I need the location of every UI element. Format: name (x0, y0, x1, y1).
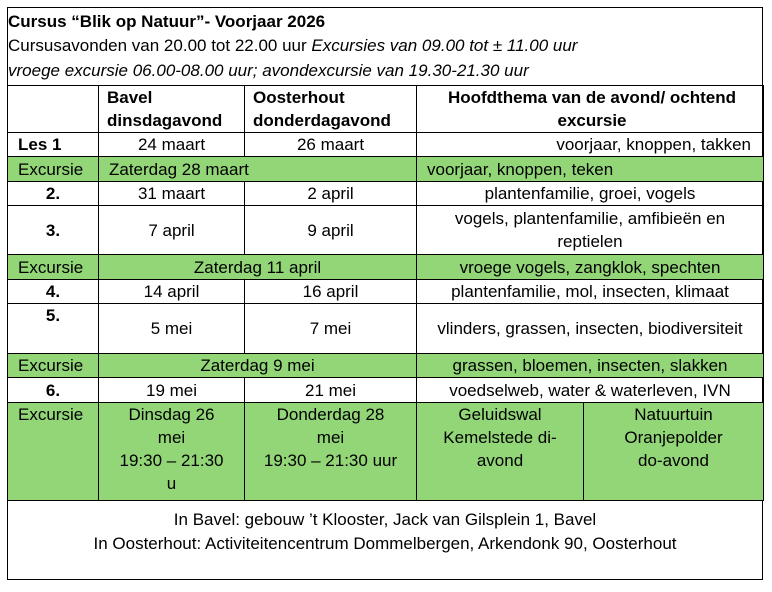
final-excursion-location-2 (584, 403, 764, 501)
table-cell: 3. (8, 206, 99, 255)
cell-line: mei (157, 428, 186, 447)
cell-line: do-avond (638, 451, 709, 470)
table-cell: 5. (8, 304, 99, 354)
cell-line: dinsdagavond (107, 111, 223, 130)
table-cell: Les 1 (8, 133, 99, 157)
schedule-table (7, 85, 764, 501)
table-row (8, 206, 764, 255)
table-cell: Zaterdag 11 april (99, 255, 417, 280)
cell-line: Natuurtuin (634, 405, 713, 424)
cell-line: donderdagavond (253, 111, 391, 130)
excursion-row (8, 255, 764, 280)
table-row (8, 280, 764, 304)
cell-line: Oranjepolder (624, 428, 723, 447)
table-cell: 16 april (245, 280, 417, 304)
final-excursion-row (8, 403, 764, 501)
cell-line: 19:30 – 21:30 (119, 451, 224, 470)
table-cell: Excursie (8, 157, 99, 182)
cell-line: Geluidswal (458, 405, 542, 424)
table-cell: Zaterdag 28 maart (99, 157, 417, 182)
table-cell: vogels, plantenfamilie, amfibieën en reptielen (417, 206, 764, 255)
table-cell: 2. (8, 182, 99, 206)
table-cell: 21 mei (245, 378, 417, 403)
locations-footer (7, 508, 763, 556)
evening-times (8, 36, 577, 56)
table-row (8, 133, 764, 157)
table-cell: voorjaar, knoppen, teken (417, 157, 764, 182)
table-cell: 14 april (99, 280, 245, 304)
cell-line: Dinsdag 26 (128, 405, 215, 424)
table-cell: Excursie (8, 354, 99, 378)
table-cell: 26 maart (245, 133, 417, 157)
col-header-theme: Hoofdthema van de avond/ ochtend excursie (417, 86, 764, 133)
cell-line: 19:30 – 21:30 uur (263, 451, 398, 470)
cell-line: Kemelstede di- (443, 428, 557, 447)
table-cell: 5 mei (99, 304, 245, 354)
table-cell: 2 april (245, 182, 417, 206)
cell-line: mei (316, 428, 345, 447)
col-header-oosterhout (245, 86, 417, 133)
table-cell: 9 april (245, 206, 417, 255)
table-cell: Excursie (8, 403, 99, 501)
excursion-row (8, 157, 764, 182)
table-row (8, 378, 764, 403)
table-cell: 7 april (99, 206, 245, 255)
table-cell: voedselweb, water & waterleven, IVN (417, 378, 764, 403)
cell-line: avond (476, 451, 524, 470)
table-cell: 24 maart (99, 133, 245, 157)
table-row (8, 304, 764, 354)
table-cell: 4. (8, 280, 99, 304)
cell-line: u (166, 474, 177, 493)
table-cell: vlinders, grassen, insecten, biodiversiteit (417, 304, 764, 354)
table-cell: voorjaar, knoppen, takken (417, 133, 764, 157)
col-header-bavel (99, 86, 245, 133)
excursion-row (8, 354, 764, 378)
table-row (8, 182, 764, 206)
table-cell: 7 mei (245, 304, 417, 354)
cell-line: Bavel (107, 88, 153, 107)
header-empty-cell (8, 86, 99, 133)
location-bavel: In Bavel: gebouw ’t Klooster, Jack van Gilsplein 1, Bavel (173, 510, 597, 529)
table-cell: plantenfamilie, groei, vogels (417, 182, 764, 206)
table-header-row (8, 86, 764, 133)
table-cell: grassen, bloemen, insecten, slakken (417, 354, 764, 378)
table-cell: 6. (8, 378, 99, 403)
page-title: Cursus “Blik op Natuur”- Voorjaar 2026 (8, 12, 326, 31)
table-cell: vroege vogels, zangklok, spechten (417, 255, 764, 280)
final-excursion-oosterhout (245, 403, 417, 501)
special-excursion-times: vroege excursie 06.00-08.00 uur; avondexcursie van 19.30-21.30 uur (8, 61, 529, 80)
table-cell: plantenfamilie, mol, insecten, klimaat (417, 280, 764, 304)
table-cell: 31 maart (99, 182, 245, 206)
cell-line: Oosterhout (253, 88, 345, 107)
excursion-times-text: Excursies van 09.00 tot ± 11.00 uur (311, 36, 578, 55)
table-cell: Excursie (8, 255, 99, 280)
location-oosterhout: In Oosterhout: Activiteitencentrum Dommelbergen, Arkendonk 90, Oosterhout (93, 534, 677, 553)
cell-line: Donderdag 28 (276, 405, 385, 424)
final-excursion-bavel (99, 403, 245, 501)
final-excursion-location-1 (417, 403, 584, 501)
table-cell: 19 mei (99, 378, 245, 403)
evening-times-text: Cursusavonden van 20.00 tot 22.00 uur (8, 36, 312, 55)
table-cell: Zaterdag 9 mei (99, 354, 417, 378)
